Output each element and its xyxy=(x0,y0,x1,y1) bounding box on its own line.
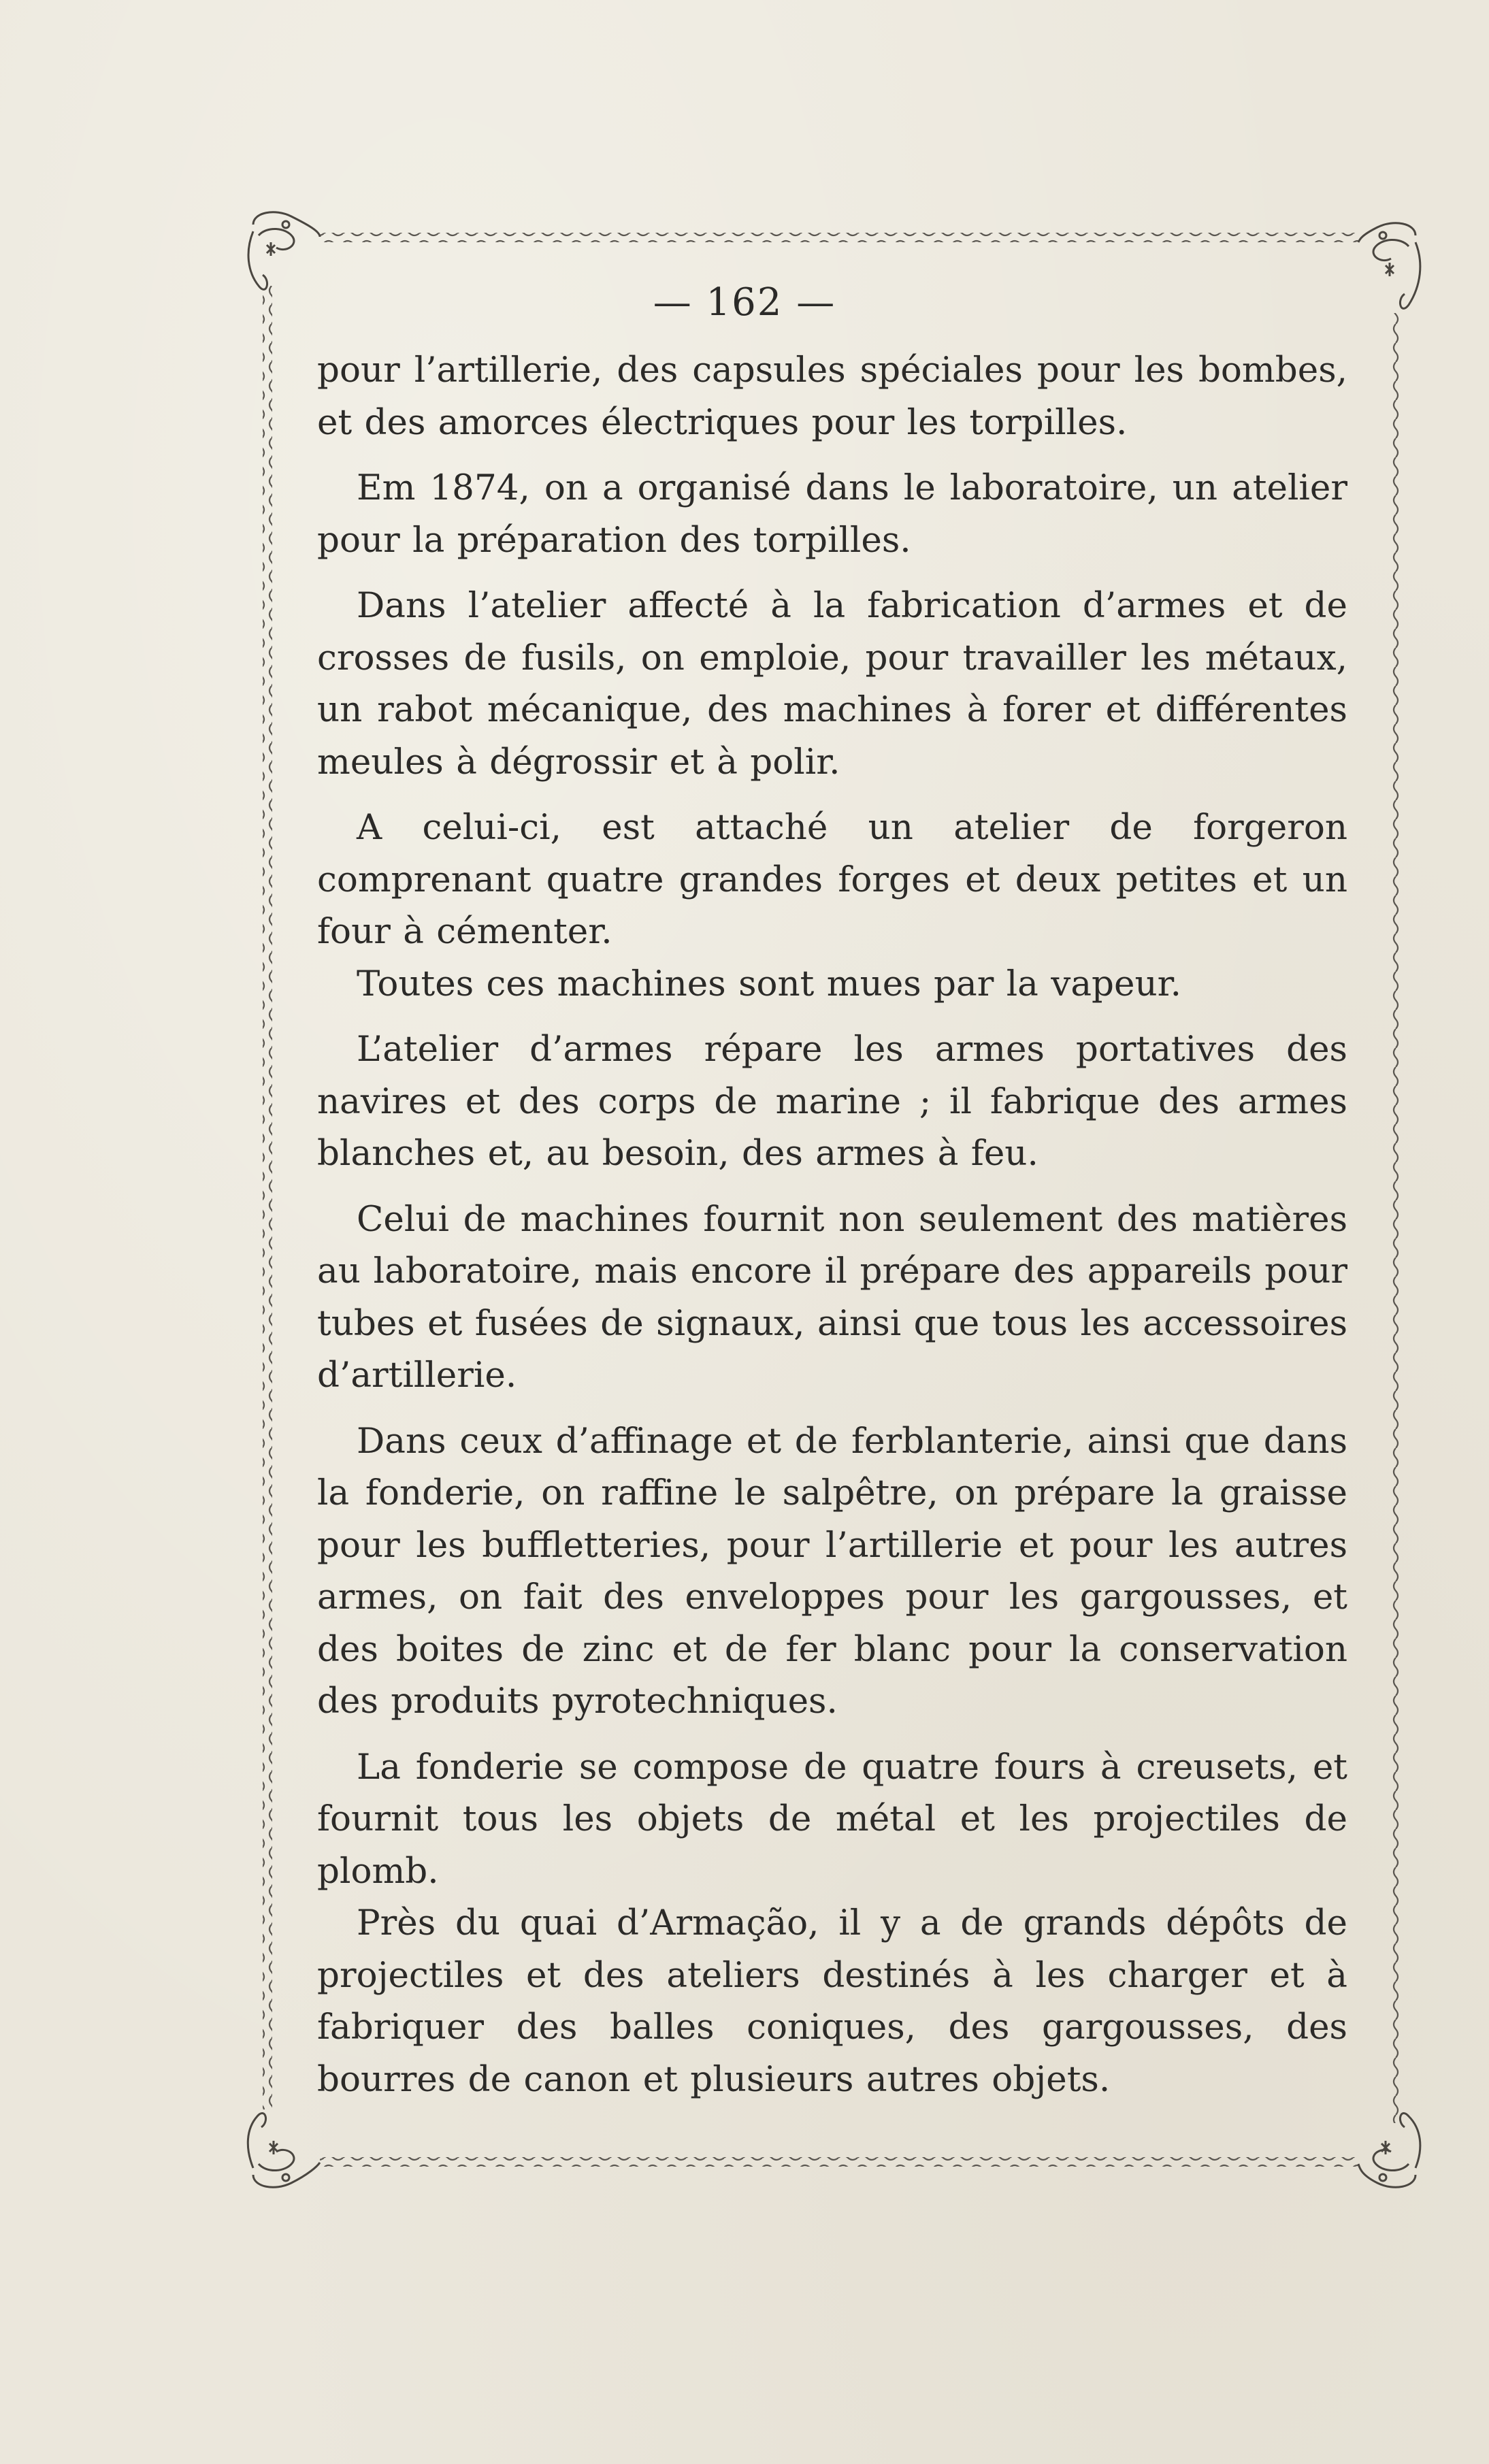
corner-ornament-bottom-right xyxy=(1358,2113,1420,2187)
page-number: — 162 — xyxy=(653,280,836,325)
border-left-rule xyxy=(263,286,272,2109)
border-top-rule xyxy=(320,233,1360,242)
paragraph: Celui de machines fournit non seulement des matières au laboratoire, mais encore il prépare des appareils pour tubes et fusées de signaux, ainsi que tous les accessoires d’artillerie. xyxy=(317,1198,1347,1396)
paragraph: Toutes ces machines sont mues par la vapeur. xyxy=(357,963,1181,1004)
body-text xyxy=(317,344,1347,2105)
corner-ornament-top-left xyxy=(248,212,320,290)
paragraph: Em 1874, on a organisé dans le laboratoire, un atelier pour la préparation des torpilles. xyxy=(317,467,1347,561)
corner-ornament-bottom-left xyxy=(248,2113,320,2187)
paragraph: Près du quai d’Armação, il y a de grands dépôts de projectiles et des ateliers destinés à les charger et à fabriquer des balles coniques, des gargousses, des bourres de canon et plusieurs autres objets. xyxy=(317,1903,1347,2100)
border-right-rule xyxy=(1392,313,1401,2123)
paragraph: Dans l’atelier affecté à la fabrication d’armes et de crosses de fusils, on emploie, pour travailler les métaux, un rabot mécanique, des machines à forer et différentes meules à dégrossir et à polir. xyxy=(317,585,1347,783)
paragraph: L’atelier d’armes répare les armes portatives des navires et des corps de marine ; il fabrique des armes blanches et, au besoin, des armes à feu. xyxy=(317,1029,1347,1174)
paragraph: Dans ceux d’affinage et de ferblanterie, ainsi que dans la fonderie, on raffine le salpêtre, on prépare la graisse pour les buffletteries, pour l’artillerie et pour les autres armes, on fait des enveloppes pour les gargousses, et des boites de zinc et de fer blanc pour la conservation des produits pyrotechniques. xyxy=(317,1420,1347,1722)
paragraph: La fonderie se compose de quatre fours à creusets, et fournit tous les objets de métal et les projectiles de plomb. xyxy=(317,1746,1347,1892)
paragraph: A celui-ci, est attaché un atelier de forgeron comprenant quatre grandes forges et deux petites et un four à cémenter. xyxy=(317,807,1347,952)
border-bottom-rule xyxy=(320,2157,1360,2167)
paragraph: pour l’artillerie, des capsules spéciales pour les bombes, et des amorces électriques pour les torpilles. xyxy=(317,350,1347,443)
